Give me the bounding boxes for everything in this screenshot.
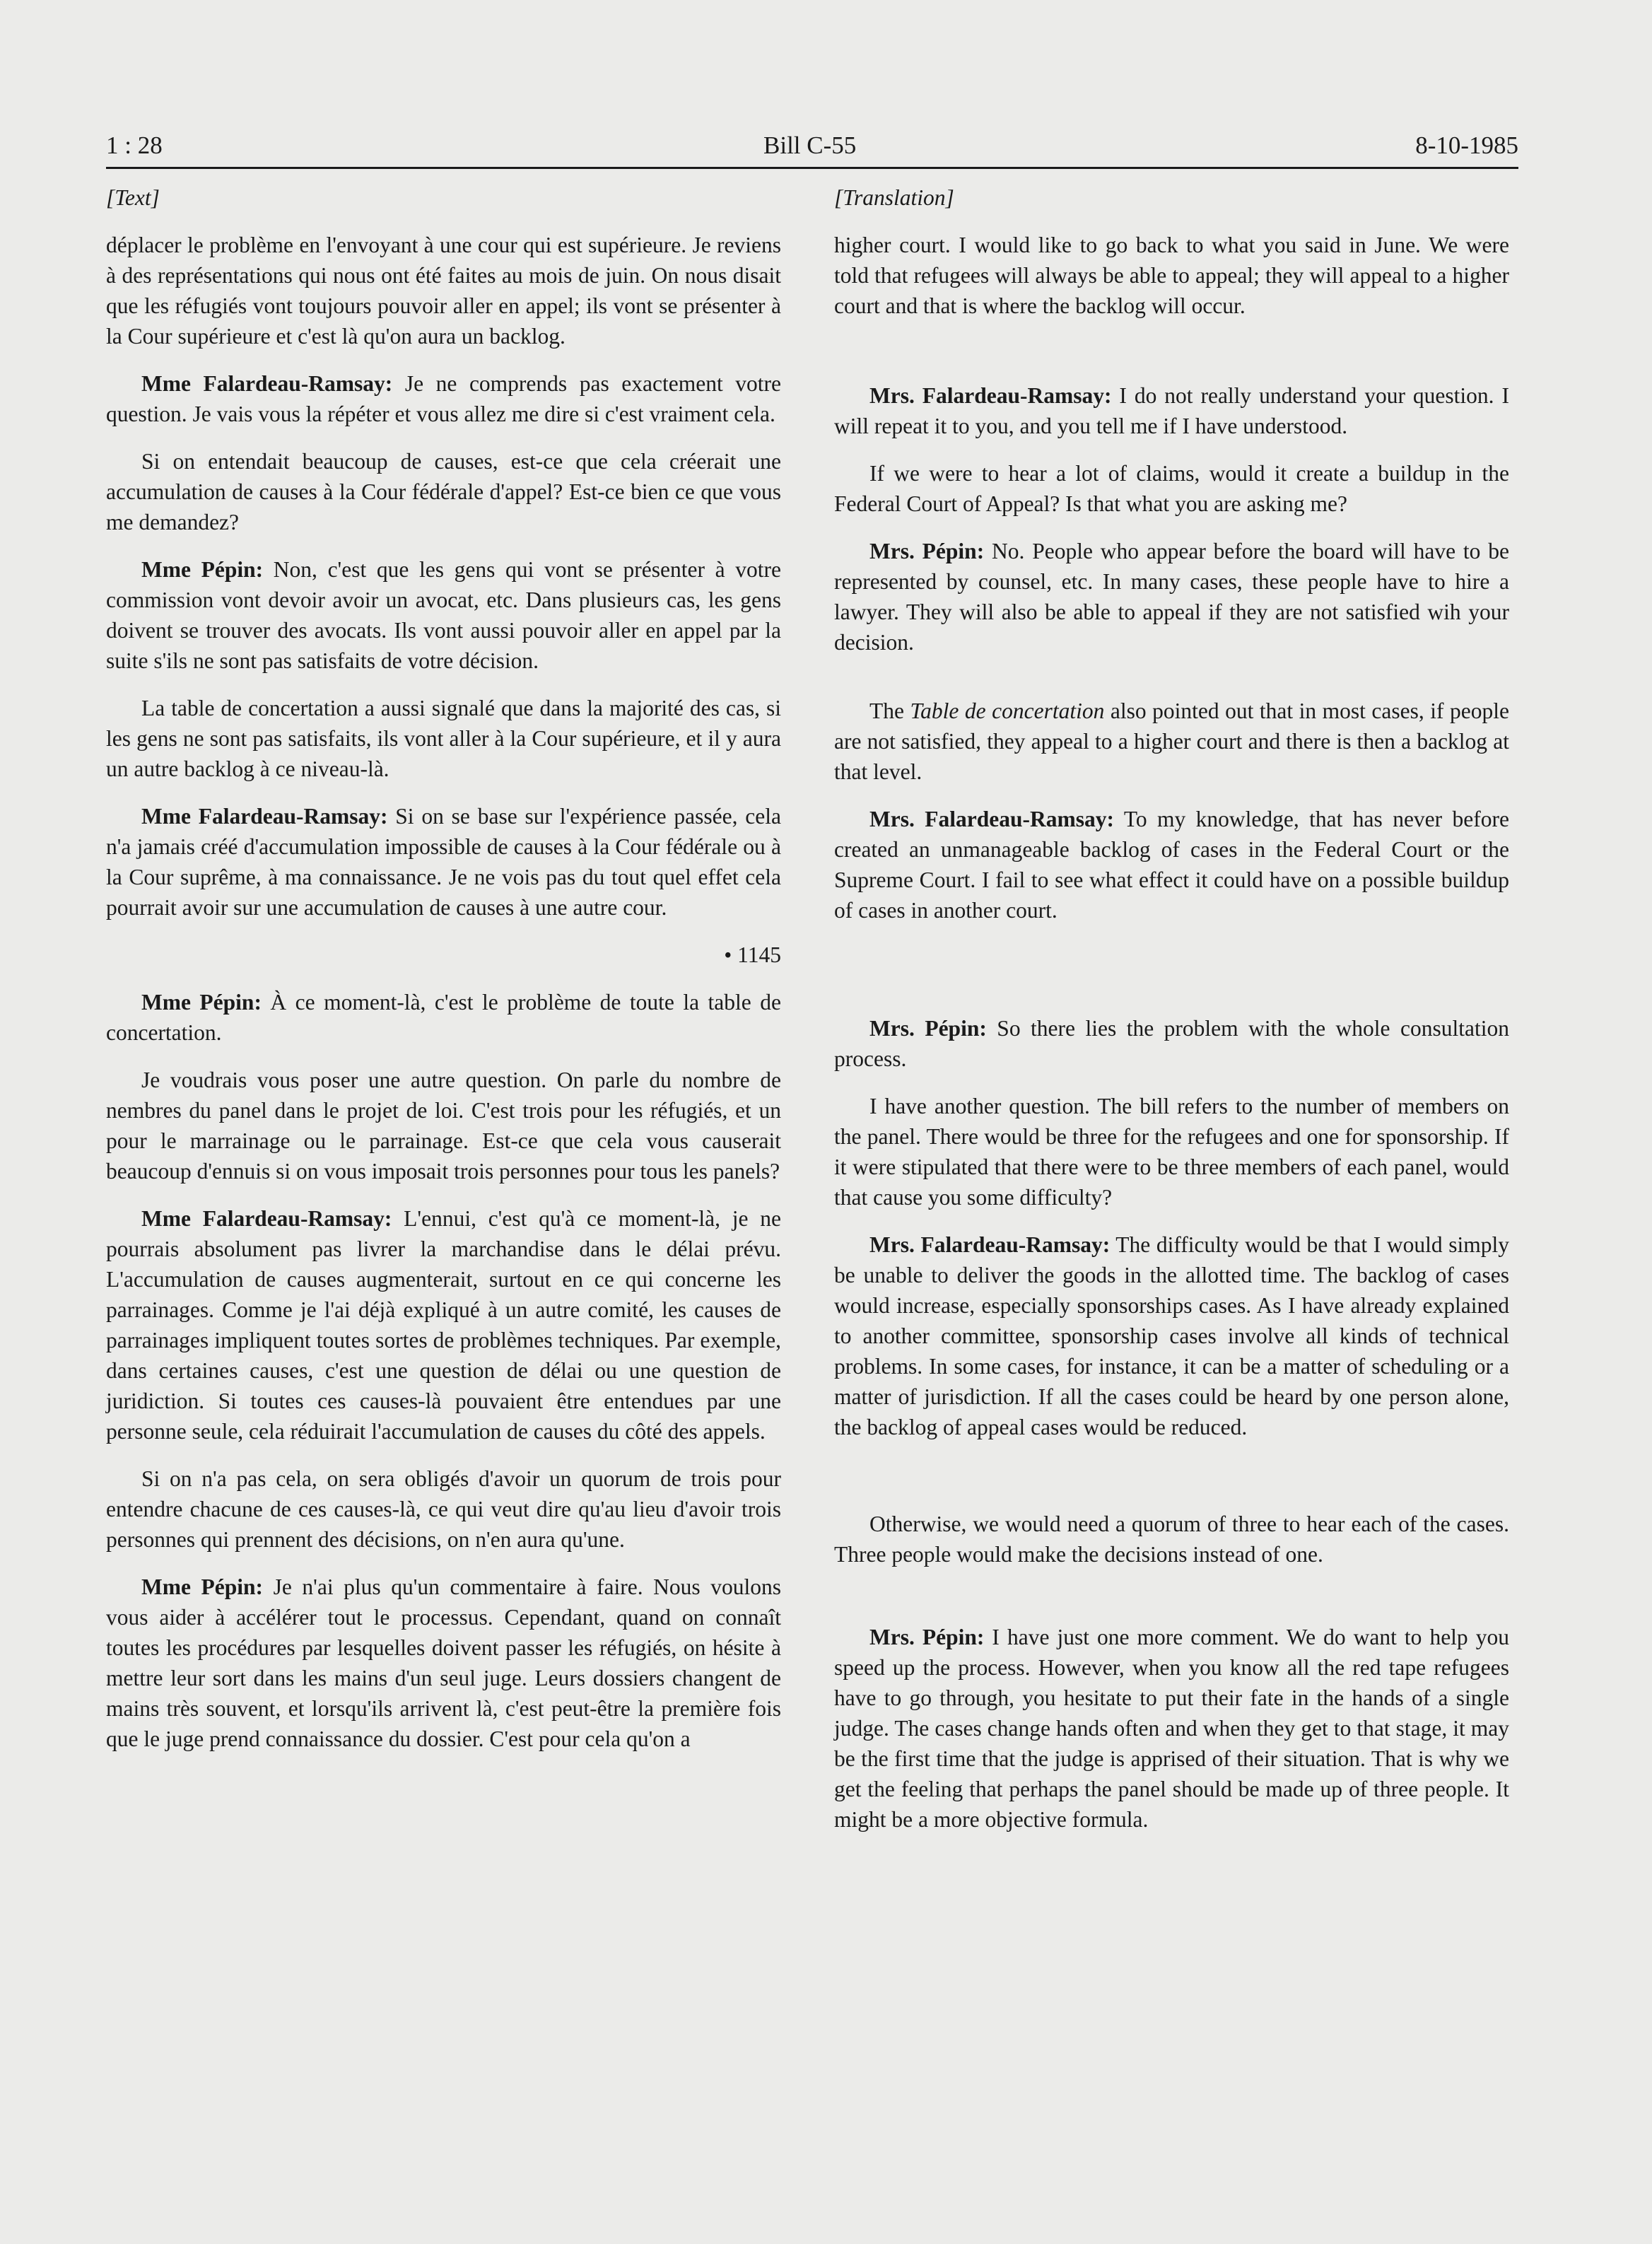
speaker-name: Mme Pépin: [141,990,262,1015]
italic-title: Table de concertation [910,699,1105,723]
paragraph: déplacer le problème en l'envoyant à une cour qui est supérieure. Je reviens à des représentations qui nous ont été faites au mois de juin. On nous disait que les réfugiés vont toujours pouvoir aller en appel; ils vont se présenter à la Cour supérieure et c'est là qu'on aura un backlog. [106,233,781,349]
speech-text: No. People who appear before the board will have to be represented by counsel, etc. In many cases, these people have to hire a lawyer. They will also be able to appeal if they are not satisfied wih your decision. [834,539,1509,655]
page-number: 1 : 28 [106,132,163,159]
language-label: [Text] [106,185,160,210]
time-marker: • 1145 [724,942,781,967]
speech-text: To my knowledge, that has never before created an unmanageable backlog of cases in the Federal Court or the Supreme Court. I fail to see what effect it could have on a possible buildup of cases in another court. [834,807,1509,923]
speaker-name: Mrs. Pépin: [869,1016,987,1041]
speaker-name: Mme Falardeau-Ramsay: [141,804,388,829]
spacer [834,1586,1509,1622]
spacer [834,338,1509,380]
speech-text: L'ennui, c'est qu'à ce moment-là, je ne pourrais absolument pas livrer la marchandise dans le délai prévu. L'accumulation de causes augmenterait, surtout en ce qui concerne les parrainages. Comme je l'ai déjà expliqué à un autre comité, les causes de parrainages impliquent toutes sortes de problèmes techniques. Par exemple, dans certaines causes, c'est une question de délai ou une question de juridiction. Si toutes ces causes-là pouvaient être entendues par une personne seule, cela réduirait l'accumulation de causes du côté des appels. [106,1206,781,1444]
paragraph [834,380,1509,441]
paragraph [106,1203,781,1447]
paragraph [834,536,1509,658]
speech-text: Je ne comprends pas exactement votre question. Je vais vous la répéter et vous allez me dire si c'est vraiment cela. [106,371,781,426]
speaker-name: Mrs. Pépin: [869,1625,985,1649]
paragraph [106,1572,781,1754]
speech-text: I do not really understand your question. I will repeat it to you, and you tell me if I have understood. [834,383,1509,438]
paragraph [106,368,781,429]
paragraph [834,696,1509,787]
text-fragment: The [869,699,910,723]
speaker-name: Mme Falardeau-Ramsay: [141,1206,392,1231]
speech-text: Si on se base sur l'expérience passée, cela n'a jamais créé d'accumulation impossible de causes à la Cour fédérale ou à la Cour suprême, à ma connaissance. Je ne vois pas du tout quel effet cela pourrait avoir sur une accumulation de causes à une autre cour. [106,804,782,920]
paragraph [106,801,781,923]
speaker-name: Mme Pépin: [141,557,264,582]
paragraph [106,554,781,676]
language-label: [Translation] [834,185,954,210]
paragraph [834,1229,1509,1442]
text-fragment: also pointed out that in most cases, if people are not satisfied, they appeal to a higher court and there is then a backlog at that level. [834,699,1509,784]
spacer [834,1459,1509,1509]
paragraph: Je voudrais vous poser une autre question. On parle du nombre de nembres du panel dans le projet de loi. C'est trois pour les réfugiés, et un pour le marrainage ou le parrainage. Est-ce que cela vous causerait beaucoup d'ennuis si on vous imposait trois personnes pour tous les panels? [106,1068,781,1184]
paragraph [834,1622,1509,1835]
speech-text: À ce moment-là, c'est le problème de toute la table de concertation. [106,990,781,1045]
paragraph [834,1013,1509,1074]
paragraph: If we were to hear a lot of claims, would it create a buildup in the Federal Court of Appeal? Is that what you are asking me? [834,461,1509,516]
french-column [106,182,781,1771]
paragraph: Otherwise, we would need a quorum of three to hear each of the cases. Three people would make the decisions instead of one. [834,1512,1509,1567]
speaker-name: Mrs. Falardeau-Ramsay: [869,1232,1111,1257]
paragraph: I have another question. The bill refers to the number of members on the panel. There would be three for the refugees and one for sponsorship. If it were stipulated that there were to be three members of each panel, would that cause you some difficulty? [834,1094,1509,1210]
paragraph: La table de concertation a aussi signalé que dans la majorité des cas, si les gens ne sont pas satisfaits, ils vont aller à la Cour supérieure, et il y aura un autre backlog à ce niveau-là. [106,696,781,781]
english-column [834,182,1509,1852]
paragraph: Si on entendait beaucoup de causes, est-ce que cela créerait une accumulation de causes à la Cour fédérale d'appel? Est-ce bien ce que vous me demandez? [106,449,781,534]
speaker-name: Mrs. Falardeau-Ramsay: [869,807,1114,831]
speech-text: So there lies the problem with the whole consultation process. [834,1016,1509,1071]
speech-text: Je n'ai plus qu'un commentaire à faire. Nous voulons vous aider à accélérer tout le processus. Cependant, quand on connaît toutes les procédures par lesquelles doivent passer les réfugiés, on hésite à mettre leur sort dans les mains d'un seul juge. Leurs dossiers changent de mains très souvent, et lorsqu'ils arrivent là, c'est peut-être la première fois que le juge prend connaissance du dossier. C'est pour cela qu'on a [106,1574,781,1751]
speech-text: The difficulty would be that I would simply be unable to deliver the goods in the allotted time. The backlog of cases would increase, especially sponsorships cases. As I have already explained to another committee, sponsorship cases involve all kinds of technical problems. In some cases, for instance, it can be a matter of scheduling or a matter of jurisdiction. If all the cases could be heard by one person alone, the backlog of appeal cases would be reduced. [834,1232,1509,1439]
speaker-name: Mrs. Pépin: [869,539,985,563]
speaker-name: Mrs. Falardeau-Ramsay: [869,383,1112,408]
speaker-name: Mme Falardeau-Ramsay: [141,371,393,396]
bill-title: Bill C-55 [763,132,857,159]
paragraph: Si on n'a pas cela, on sera obligés d'avoir un quorum de trois pour entendre chacune de ces causes-là, ce qui veut dire qu'au lieu d'avoir trois personnes qui prennent des décisions, on n'en aura qu'une. [106,1466,781,1552]
speech-text: I have just one more comment. We do want to help you speed up the process. However, when you know all the red tape refugees have to go through, you hesitate to put their fate in the hands of a single judge. The cases change hands often and when they get to that stage, it may be the first time that the judge is apprised of their situation. That is why we get the feeling that perhaps the panel should be made up of three people. It might be a more objective formula. [834,1625,1509,1832]
spacer [834,942,1509,1013]
paragraph [834,804,1509,925]
speaker-name: Mme Pépin: [141,1574,264,1599]
paragraph: higher court. I would like to go back to what you said in June. We were told that refugees will always be able to appeal; they will appeal to a higher court and that is where the backlog will occur. [834,233,1509,318]
speech-text: Non, c'est que les gens qui vont se présenter à votre commission vont devoir avoir un avocat, etc. Dans plusieurs cas, les gens doivent se trouver des avocats. Ils vont aussi pouvoir aller en appel par la suite s'ils ne sont pas satisfaits de votre décision. [106,557,781,673]
spacer [834,674,1509,696]
page-header [106,112,1518,169]
page-date: 8-10-1985 [1415,132,1518,159]
paragraph [106,987,781,1048]
